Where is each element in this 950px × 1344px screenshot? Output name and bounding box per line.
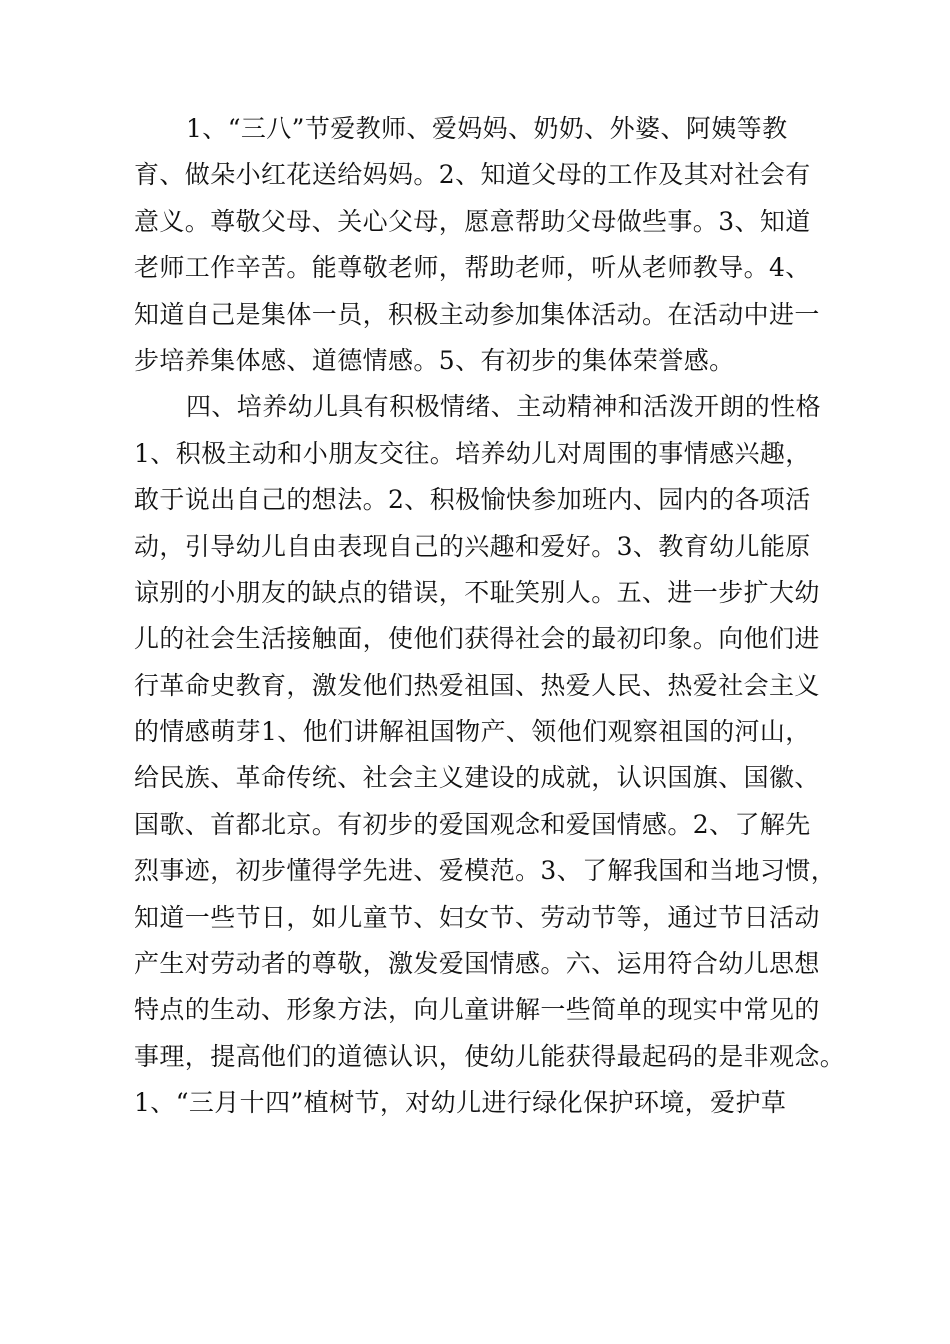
text-line: 国歌、首都北京。有初步的爱国观念和爱国情感。2、了解先 xyxy=(134,809,811,839)
text-line: 烈事迹，初步懂得学先进、爱模范。3、了解我国和当地习惯， xyxy=(134,856,837,886)
text-line: 特点的生动、形象方法，向儿童讲解一些简单的现实中常见的 xyxy=(134,995,820,1025)
text-line: 1、积极主动和小朋友交往。培养幼儿对周围的事情感兴趣， xyxy=(134,438,811,468)
text-line: 的情感萌芽1、他们讲解祖国物产、领他们观察祖国的河山， xyxy=(134,717,811,747)
text-line: 行革命史教育，激发他们热爱祖国、热爱人民、热爱社会主义 xyxy=(134,670,820,700)
text-line: 儿的社会生活接触面，使他们获得社会的最初印象。向他们进 xyxy=(134,624,820,654)
text-line: 老师工作辛苦。能尊敬老师，帮助老师，听从老师教导。4、 xyxy=(134,253,811,283)
text-line: 产生对劳动者的尊敬，激发爱国情感。六、运用符合幼儿思想 xyxy=(134,949,820,979)
text-line: 谅别的小朋友的缺点的错误，不耻笑别人。五、进一步扩大幼 xyxy=(134,577,820,607)
text-line: 1、“三月十四”植树节，对幼儿进行绿化保护环境，爱护草 xyxy=(134,1088,787,1118)
text-line: 步培养集体感、道德情感。5、有初步的集体荣誉感。 xyxy=(134,345,735,375)
text-line: 动，引导幼儿自由表现自己的兴趣和爱好。3、教育幼儿能原 xyxy=(134,531,811,561)
text-line: 知道自己是集体一员，积极主动参加集体活动。在活动中进一 xyxy=(134,299,820,329)
text-line: 育、做朵小红花送给妈妈。2、知道父母的工作及其对社会有 xyxy=(134,160,811,190)
body-text xyxy=(134,106,846,1127)
text-line: 1、“三八”节爱教师、爱妈妈、奶奶、外婆、阿姨等教 xyxy=(186,114,788,143)
text-line: 给民族、革命传统、社会主义建设的成就，认识国旗、国徽、 xyxy=(134,763,820,793)
text-line: 敢于说出自己的想法。2、积极愉快参加班内、园内的各项活 xyxy=(134,485,811,515)
text-line: 事理，提高他们的道德认识，使幼儿能获得最起码的是非观念。 xyxy=(134,1041,846,1071)
text-line: 四、培养幼儿具有积极情绪、主动精神和活泼开朗的性格 xyxy=(186,392,822,422)
text-line: 意义。尊敬父母、关心父母，愿意帮助父母做些事。3、知道 xyxy=(134,206,811,236)
text-line: 知道一些节日，如儿童节、妇女节、劳动节等，通过节日活动 xyxy=(134,902,820,932)
